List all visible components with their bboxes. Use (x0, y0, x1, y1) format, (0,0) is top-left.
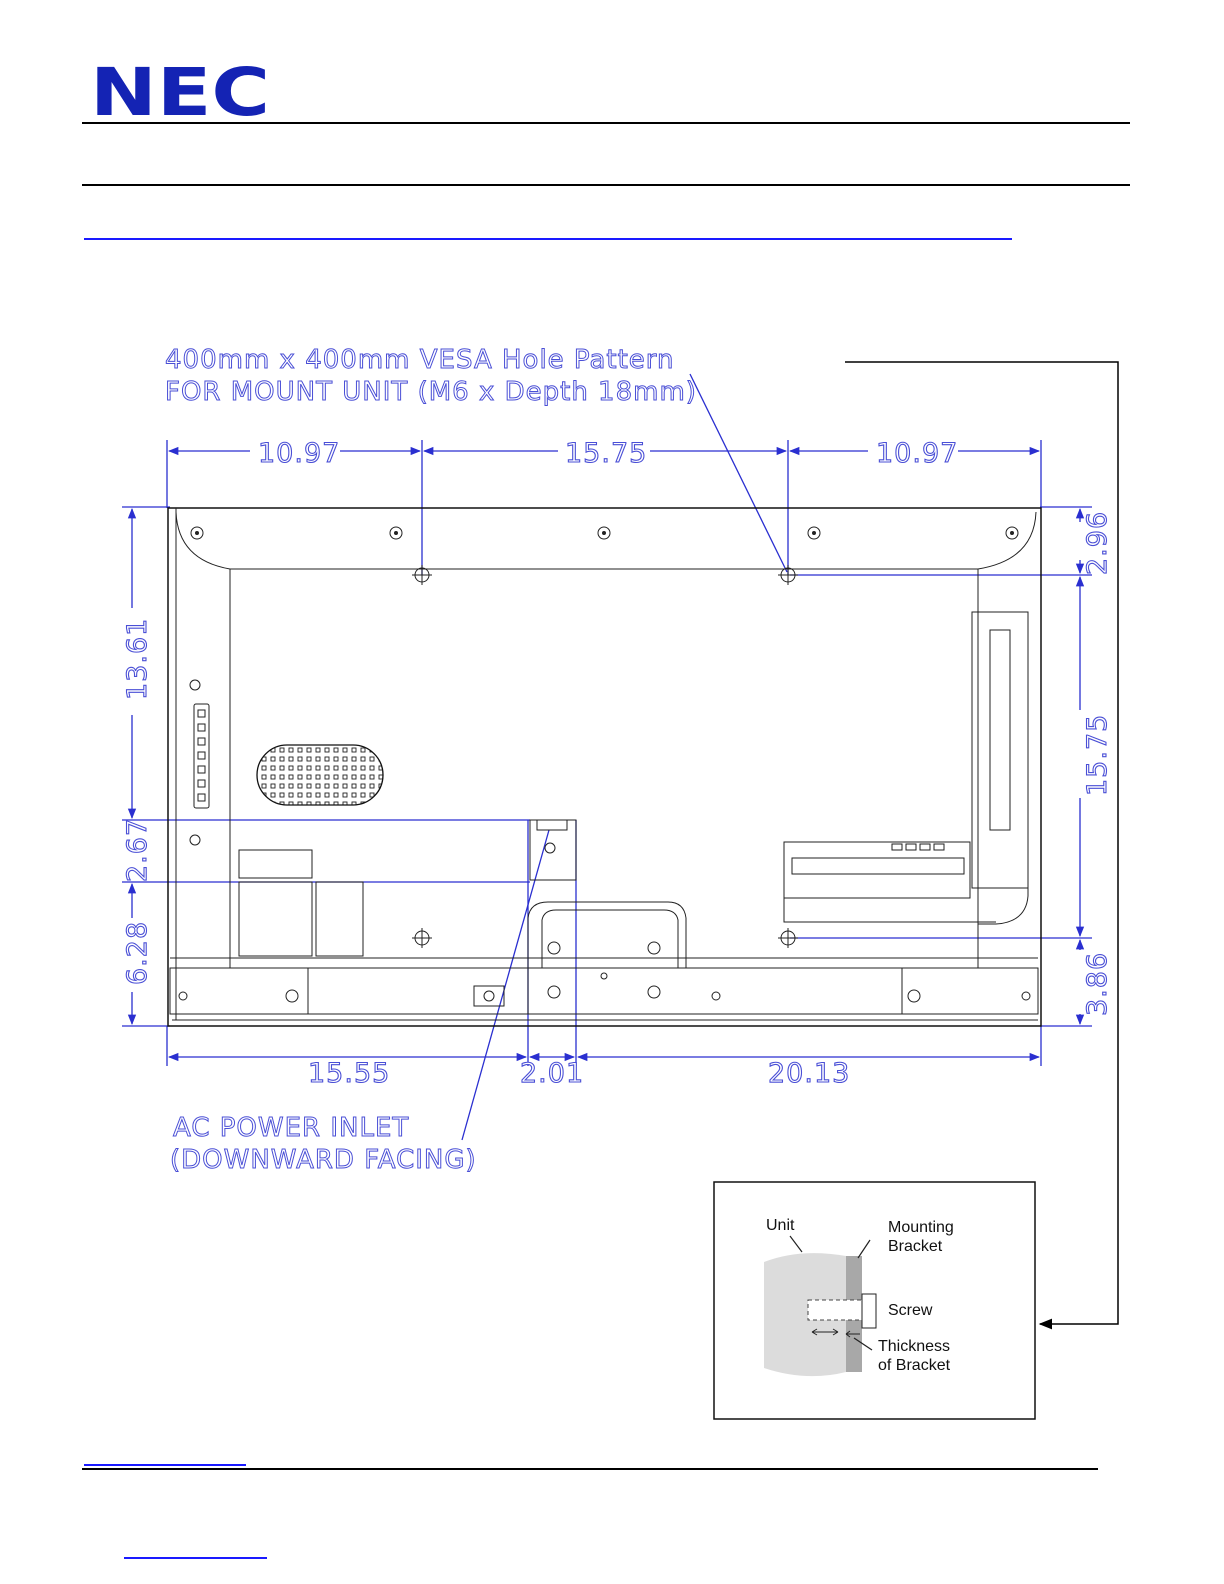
vesa-callout-line2: FOR MOUNT UNIT (M6 x Depth 18mm) (165, 377, 697, 407)
title-underline (84, 238, 1012, 240)
ac-leader (462, 830, 549, 1140)
bracket-inset (714, 1182, 1035, 1419)
header-rule-bottom (82, 184, 1130, 186)
dim-left-upper: 13.61 (122, 617, 153, 700)
speaker-grille (257, 745, 383, 805)
nec-logo (90, 66, 272, 118)
bottom-dimensions (167, 820, 1041, 1066)
top-screws (191, 527, 1018, 539)
ac-callout-line2: (DOWNWARD FACING) (170, 1145, 477, 1175)
dim-top-right: 10.97 (876, 438, 959, 469)
dim-left-middle: 2.67 (122, 817, 153, 882)
header-rule-top (82, 122, 1130, 124)
footer-rule (82, 1468, 1098, 1470)
inset-connector (845, 362, 1118, 1324)
footer-link-underline-1 (84, 1464, 246, 1466)
right-dimensions (790, 507, 1092, 1026)
rear-view-diagram (0, 330, 1224, 1430)
inset-bracket-label-2: Bracket (888, 1238, 943, 1255)
ac-callout-line1: AC POWER INLET (173, 1113, 410, 1143)
dim-right-middle: 15.75 (1082, 713, 1113, 796)
vesa-leader (690, 374, 787, 572)
dim-bottom-center: 2.01 (520, 1058, 585, 1089)
dim-bottom-left: 15.55 (308, 1058, 391, 1089)
footer-link-underline-2 (124, 1557, 267, 1559)
dim-top-left: 10.97 (258, 438, 341, 469)
inset-unit-label: Unit (766, 1217, 795, 1234)
monitor-rear (168, 508, 1041, 1026)
inset-thickness-label-1: Thickness (878, 1338, 951, 1355)
dim-right-upper: 2.96 (1082, 510, 1113, 575)
dim-left-lower: 6.28 (122, 920, 153, 985)
inset-thickness-label-2: of Bracket (878, 1357, 951, 1374)
inset-bracket-label-1: Mounting (888, 1219, 954, 1236)
logo-text: NEC (90, 66, 270, 118)
dim-bottom-right: 20.13 (768, 1058, 851, 1089)
inset-screw-label: Screw (888, 1302, 933, 1319)
vesa-holes (412, 565, 798, 948)
dim-right-lower: 3.86 (1082, 951, 1113, 1016)
vesa-callout-line1: 400mm x 400mm VESA Hole Pattern (165, 345, 675, 375)
dim-top-center: 15.75 (565, 438, 648, 469)
